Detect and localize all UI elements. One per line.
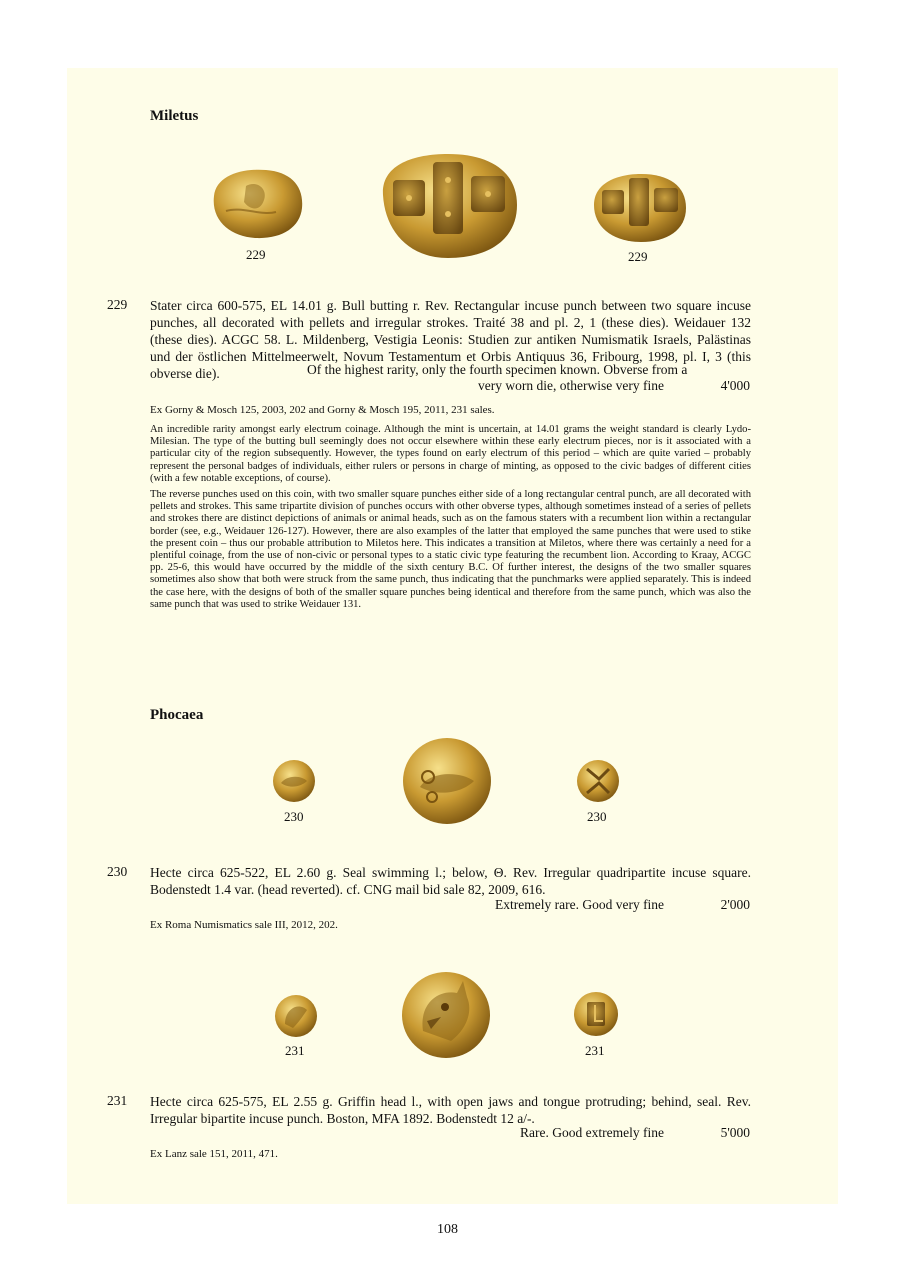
lot-note-paragraph: An incredible rarity amongst early electrum coinage. Although the mint is uncertain, at 14.01 grams the weight standard is clearly Lydo-Milesian. The type of the butting bull seemingly does not occur elsewhere within these early electrum pieces, nor is it associated with a particular city of the region subsequently. However, the types found on early electrum of this period – which are quite varied – probably represent the personal badges of individuals, either rulers or persons in charge of minting, as opposed to the civic badges of different cities (with a few notable exceptions, of course). <box>150 424 751 484</box>
lot-estimate-230: 2'000 <box>720 897 750 912</box>
coin-229-reverse-enlarged <box>373 150 521 262</box>
lot-provenance-229: Ex Gorny & Mosch 125, 2003, 202 and Gorny & Mosch 195, 2011, 231 sales. <box>150 404 495 416</box>
page-number: 108 <box>437 1222 458 1237</box>
lot-grade-230: Extremely rare. Good very fine <box>495 897 665 912</box>
coin-229-obverse <box>206 166 306 241</box>
lot-description-231: Hecte circa 625-575, EL 2.55 g. Griffin head l., with open jaws and tongue protruding; behind, seal. Rev. Irregular bipartite incuse punch. Boston, MFA 1892. Bodenstedt 12 a/-. <box>150 1094 751 1126</box>
lot-number-230: 230 <box>107 864 128 879</box>
photo-caption-230-obverse: 230 <box>284 809 304 824</box>
coin-230-reverse <box>575 759 621 803</box>
photo-caption-229-reverse: 229 <box>628 249 648 264</box>
lot-grade-231: Rare. Good extremely fine <box>520 1125 664 1140</box>
lot-estimate-231: 5'000 <box>720 1125 750 1140</box>
photo-caption-230-reverse: 230 <box>587 809 607 824</box>
lot-provenance-231: Ex Lanz sale 151, 2011, 471. <box>150 1148 278 1160</box>
lot-number-229: 229 <box>107 297 128 312</box>
lot-note-paragraph: The reverse punches used on this coin, with two smaller square punches either side of a long rectangular central punch, are all decorated with pellets and strokes. This same tripartite division of punches occurs with other obverse types, although sometimes instead of a series of pellets and strokes there are distinct depictions of animals or animal heads, such as on the famous staters with a recumbent lion within a rectangular border (see, e.g., Weidauer 126-127). However, there are also examples of the latter that employed the same punches that were used to stike the present coin – thus our probable attribution to Miletos here. This indicates a transition at Miletos, where there was certainly a need for a plentiful coinage, from the use of non-civic or personal types to a static civic type featuring the recumbent lion. According to Kraay, ACGC pp. 25-6, this would have occurred by the middle of the sixth century B.C. Of further interest, the designs of the two smaller squares sometimes also show that both were struck from the same punch, thus indicating that the punchmarks were applied separately. This is indeed the case here, with the designs of both of the smaller square punches being identical and therefore from the same punch, which was also the same punch that was used to strike Weidauer 131. <box>150 489 751 610</box>
photo-caption-229-obverse: 229 <box>246 247 266 262</box>
coin-231-reverse <box>573 991 619 1037</box>
lot-notes-229 <box>150 424 751 611</box>
coin-229-reverse <box>589 170 689 245</box>
lot-provenance-230: Ex Roma Numismatics sale III, 2012, 202. <box>150 919 338 931</box>
lot-estimate-229: 4'000 <box>720 378 750 393</box>
section-heading-phocaea: Phocaea <box>150 707 204 723</box>
coin-230-obverse-enlarged <box>402 737 492 825</box>
lot-rarity-229: Of the highest rarity, only the fourth specimen known. Obverse from a <box>307 362 688 377</box>
coin-231-obverse-enlarged <box>401 971 491 1059</box>
lot-grade-229: very worn die, otherwise very fine <box>478 378 664 393</box>
coin-230-obverse <box>271 759 317 803</box>
lot-description-229: Stater circa 600-575, EL 14.01 g. Bull butting r. Rev. Rectangular incuse punch between two square incuse punches, all decorated with pellets and irregular strokes. Traité 38 and pl. 2, 1 (these dies). Weidauer 132 (these dies). ACGC 58. L. Mildenberg, Vestigia Leonis: Studien zur antiken Numismatik Israels, Palästinas und der östlichen Mittelmeerwelt, Novum Testamentum et Orbis Antiquus 36, Fribourg, 1998, pl. I, 3 (this obverse die). <box>150 298 751 381</box>
coin-231-obverse <box>273 994 319 1038</box>
photo-caption-231-obverse: 231 <box>285 1043 305 1058</box>
section-heading-miletus: Miletus <box>150 108 199 124</box>
lot-description-230: Hecte circa 625-522, EL 2.60 g. Seal swimming l.; below, Θ. Rev. Irregular quadripartite incuse square. Bodenstedt 1.4 var. (head reverted). cf. CNG mail bid sale 82, 2009, 616. <box>150 865 751 897</box>
photo-caption-231-reverse: 231 <box>585 1043 605 1058</box>
lot-number-231: 231 <box>107 1093 128 1108</box>
